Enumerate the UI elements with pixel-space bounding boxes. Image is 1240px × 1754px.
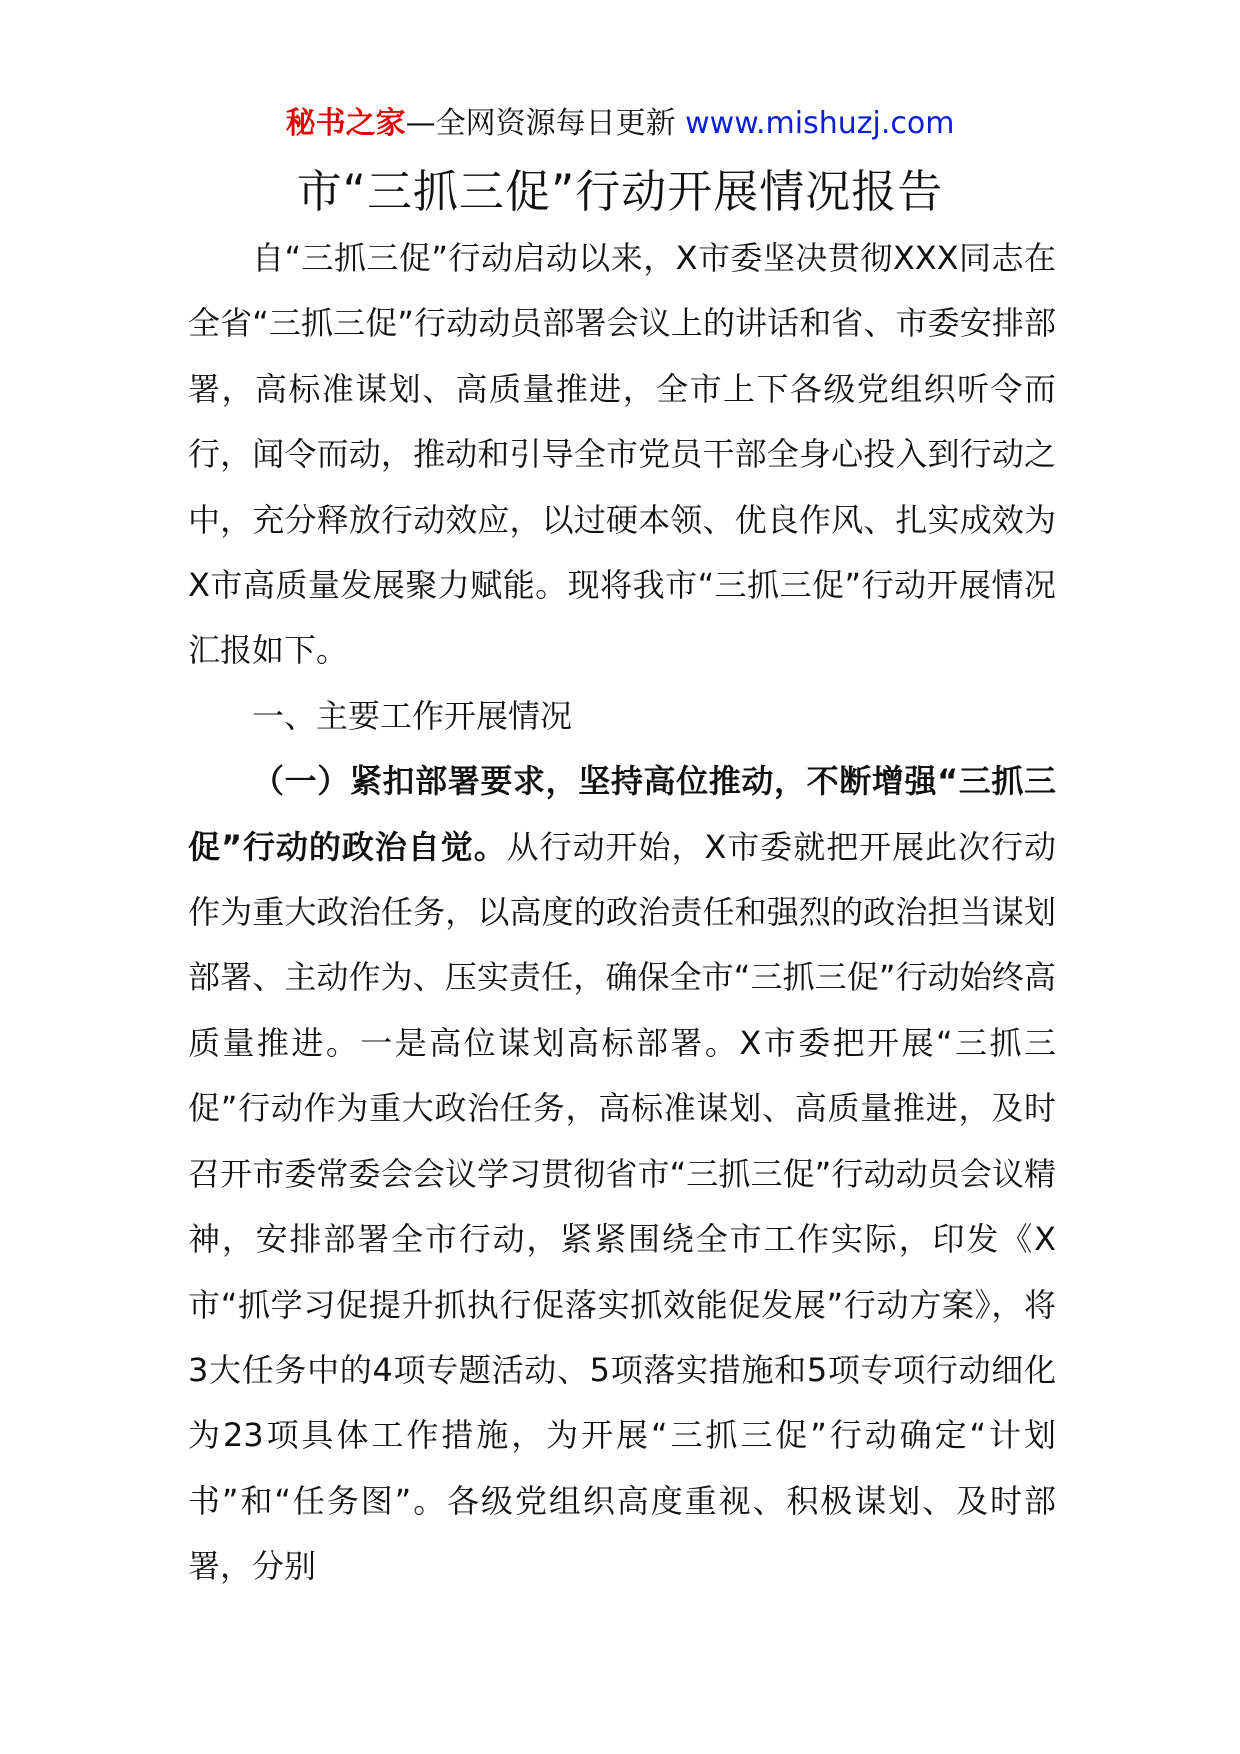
intro-paragraph: 自“三抓三促”行动启动以来，X市委坚决贯彻XXX同志在全省“三抓三促”行动动员部署会议上的讲话和省、市委安排部署，高标准谋划、高质量推进，全市上下各级党组织听令而行，闻令而动，推动和引导全市党员干部全身心投入到行动之中，充分释放行动效应，以过硬本领、优良作风、扎实成效为X市高质量发展聚力赋能。现将我市“三抓三促”行动开展情况汇报如下。 xyxy=(188,239,1056,670)
document-title: 市“三抓三促”行动开展情况报告 xyxy=(296,165,944,218)
section-heading: 一、主要工作开展情况 xyxy=(252,696,573,735)
subsection-heading: （一）紧扣部署要求，坚持高位推动，不断增强“三抓三促”行动的政治自觉。 xyxy=(188,762,1056,866)
subsection-body: 从行动开始，X市委就把开展此次行动作为重大政治任务，以高度的政治责任和强烈的政治担当谋划部署、主动作为、压实责任，确保全市“三抓三促”行动始终高质量推进。一是高位谋划高标部署。X市委把开展“三抓三促”行动作为重大政治任务，高标准谋划、高质量推进，及时召开市委常委会会议学习贯彻省市“三抓三促”行动动员会议精神，安排部署全市行动，紧紧围绕全市工作实际，印发《X市“抓学习促提升抓执行促落实抓效能促发展”行动方案》，将3大任务中的4项专题活动、5项落实措施和5项专项行动细化为23项具体工作措施，为开展“三抓三促”行动确定“计划书”和“任务图”。各级党组织高度重视、积极谋划、及时部署，分别 xyxy=(188,827,1056,1586)
subsection-paragraph xyxy=(188,749,1056,1599)
site-url[interactable]: www.mishuzj.com xyxy=(685,106,955,141)
site-slogan: —全网资源每日更新 xyxy=(405,106,676,141)
document-body xyxy=(188,226,1056,1600)
site-name: 秘书之家 xyxy=(285,106,406,141)
site-header xyxy=(0,100,1240,148)
